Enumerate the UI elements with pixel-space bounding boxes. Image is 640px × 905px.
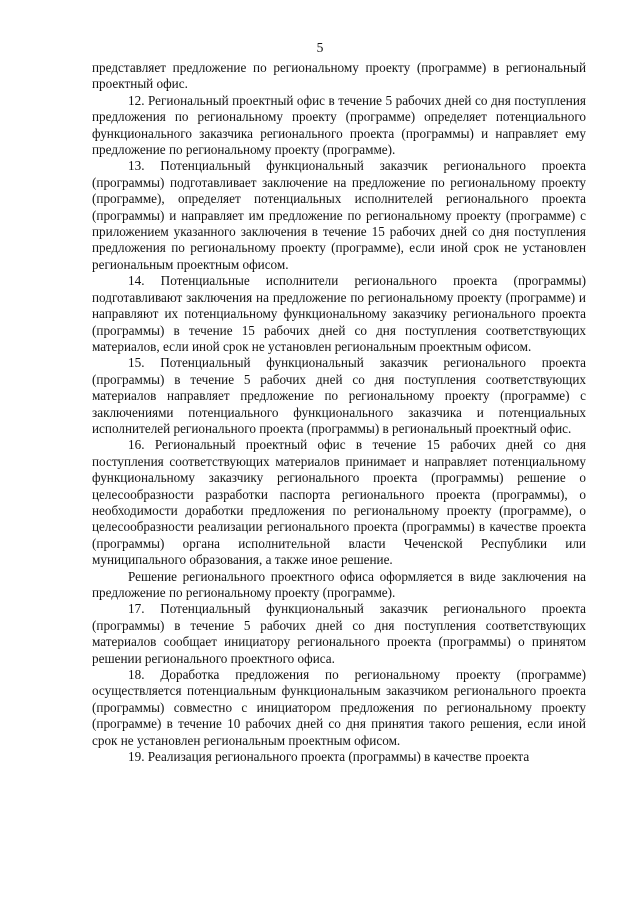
page-number: 5 [316, 40, 324, 55]
paragraph-item-17: 17. Потенциальный функциональный заказчик регионального проекта (программы) в течение 5 рабочих дней со дня поступления соответствующих материалов сообщает инициатору регионального проекта (программы) о принятом решении регионального проектного офиса. [92, 601, 586, 666]
paragraph-item-16: 16. Региональный проектный офис в течение 15 рабочих дней со дня поступления соответствующих материалов принимает и направляет потенциальному функциональному заказчику регионального проекта (программы) решение о целесообразности разработки паспорта регионального проекта (программы), о необходимости доработки предложения по региональному проекту (программе), о целесообразности реализации регионального проекта (программы) в качестве проекта (программы) органа исполнительной власти Чеченской Республики или муниципального образования, а также иное решение. [92, 437, 586, 568]
paragraph-item-19: 19. Реализация регионального проекта (программы) в качестве проекта [128, 749, 530, 765]
paragraph-continuation: представляет предложение по региональному проекту (программе) в региональный проектный офис. [92, 60, 586, 92]
paragraph-item-13: 13. Потенциальный функциональный заказчик регионального проекта (программы) подготавливает заключение на предложение по региональному проекту (программе), определяет потенциальных исполнителей регионального проекта (программы) и направляет им предложение по региональному проекту (программе) с приложением указанного заключения в течение 15 рабочих дней со дня поступления предложения по региональному проекту (программе), если иной срок не установлен региональным проектным офисом. [92, 158, 586, 272]
paragraph-item-14: 14. Потенциальные исполнители регионального проекта (программы) подготавливают заключения на предложение по региональному проекту (программе) и направляют их потенциальному функциональному заказчику регионального проекта (программы) в течение 15 рабочих дней со дня поступления соответствующих материалов, если иной срок не установлен региональным проектным офисом. [92, 273, 586, 354]
paragraph-item-18: 18. Доработка предложения по региональному проекту (программе) осуществляется потенциальным функциональным заказчиком регионального проекта (программы) совместно с инициатором предложения по региональному проекту (программе) в течение 10 рабочих дней со дня принятия такого решения, если иной срок не установлен региональным проектным офисом. [92, 667, 586, 748]
paragraph-decision-note: Решение регионального проектного офиса оформляется в виде заключения на предложение по региональному проекту (программе). [92, 568, 586, 600]
document-body [92, 60, 586, 765]
paragraph-item-15: 15. Потенциальный функциональный заказчик регионального проекта (программы) в течение 5 рабочих дней со дня поступления соответствующих материалов направляет предложение по региональному проекту (программе) с заключениями потенциального функционального заказчика и потенциальных исполнителей регионального проекта (программы) в региональный проектный офис. [92, 355, 586, 436]
paragraph-item-12: 12. Региональный проектный офис в течение 5 рабочих дней со дня поступления предложения по региональному проекту (программе) определяет потенциального функционального заказчика регионального проекта (программы) и направляет ему предложение по региональному проекту (программе). [92, 92, 586, 158]
